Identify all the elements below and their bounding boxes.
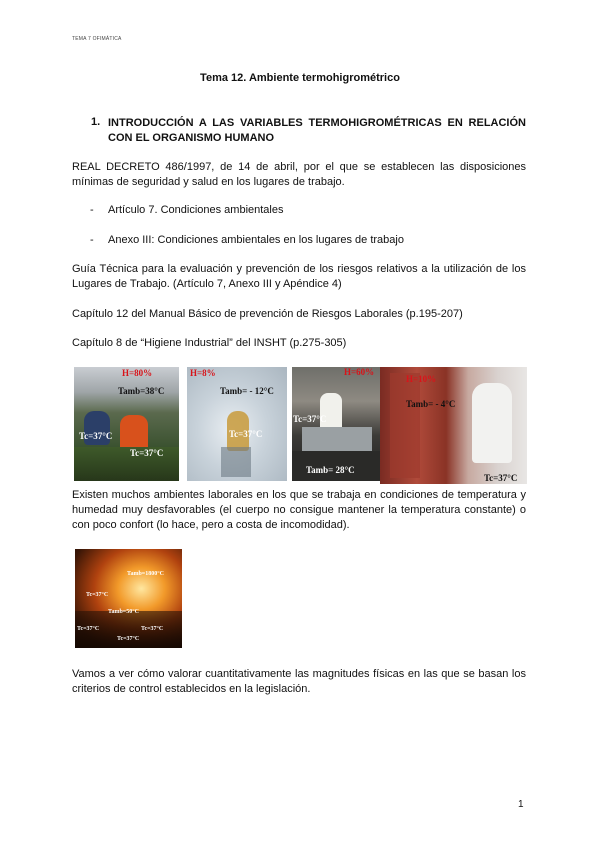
core-temp-label: Tc=37°C <box>117 636 140 642</box>
page-title: Tema 12. Ambiente termohigrométrico <box>200 72 400 84</box>
core-temp-label: Tc=37°C <box>484 473 518 483</box>
bullet-dash: - <box>90 234 94 246</box>
running-header: TEMA 7 OFIMÁTICA <box>72 36 122 42</box>
paragraph-real-decreto: REAL DECRETO 486/1997, de 14 de abril, por el que se establecen las disposiciones mínimas de seguridad y salud en los lugares de trabajo. <box>72 161 526 188</box>
kitchen-photo <box>292 367 381 481</box>
snow-worker-photo <box>187 367 287 481</box>
core-temp-label: Tc=37°C <box>293 414 327 424</box>
core-temp-label: Tc=37°C <box>77 626 100 632</box>
paragraph-guia-tecnica: Guía Técnica para la evaluación y prevención de los riesgos relativos a la utilización de los Lugares de Trabajo. (Artículo 7, Anexo III y Apéndice 4) <box>72 263 526 290</box>
ambient-temp-label: Tamb=1800°C <box>127 571 164 577</box>
bullet-item-anexo-iii: Anexo III: Condiciones ambientales en los lugares de trabajo <box>108 234 404 246</box>
section-title: INTRODUCCIÓN A LAS VARIABLES TERMOHIGROMÉTRICAS EN RELACIÓN CON EL ORGANISMO HUMANO <box>108 117 526 144</box>
humidity-label: H=10% <box>406 374 437 384</box>
bullet-dash: - <box>90 204 94 216</box>
ambient-temp-label: Tamb= - 12°C <box>220 386 274 396</box>
paragraph-ambientes-laborales: Existen muchos ambientes laborales en los que se trabaja en condiciones de temperatura y humedad muy desfavorables (el cuerpo no consigue mantener la temperatura constante) o con poco confort (lo hace, pero a costa de incomodidad). <box>72 489 526 531</box>
paragraph-valorar: Vamos a ver cómo valorar cuantitativamente las magnitudes físicas en las que se basan los criterios de control establecidos en la legislación. <box>72 668 526 695</box>
ambient-temp-label: Tamb=50°C <box>108 609 139 615</box>
ambient-temp-label: Tamb= 28°C <box>306 465 355 475</box>
core-temp-label: Tc=37°C <box>229 429 263 439</box>
ambient-temp-label: Tamb=38°C <box>118 386 165 396</box>
humidity-label: H=80% <box>122 368 153 378</box>
paragraph-capitulo-8: Capítulo 8 de “Higiene Industrial” del INSHT (p.275-305) <box>72 337 347 349</box>
greenhouse-workers-photo <box>74 367 179 481</box>
core-temp-label: Tc=37°C <box>141 626 164 632</box>
freezer-meat-photo <box>380 367 527 484</box>
humidity-label: H=8% <box>190 368 216 378</box>
core-temp-label: Tc=37°C <box>79 431 113 441</box>
humidity-label: H=60% <box>344 367 375 377</box>
ambient-temp-label: Tamb= - 4°C <box>406 399 456 409</box>
section-number: 1. <box>91 116 101 128</box>
core-temp-label: Tc=37°C <box>130 448 164 458</box>
bullet-item-articulo-7: Artículo 7. Condiciones ambientales <box>108 204 284 216</box>
core-temp-label: Tc=37°C <box>86 592 109 598</box>
foundry-photo <box>75 549 182 648</box>
paragraph-capitulo-12: Capítulo 12 del Manual Básico de prevención de Riesgos Laborales (p.195-207) <box>72 308 463 320</box>
page-number: 1 <box>518 799 524 810</box>
